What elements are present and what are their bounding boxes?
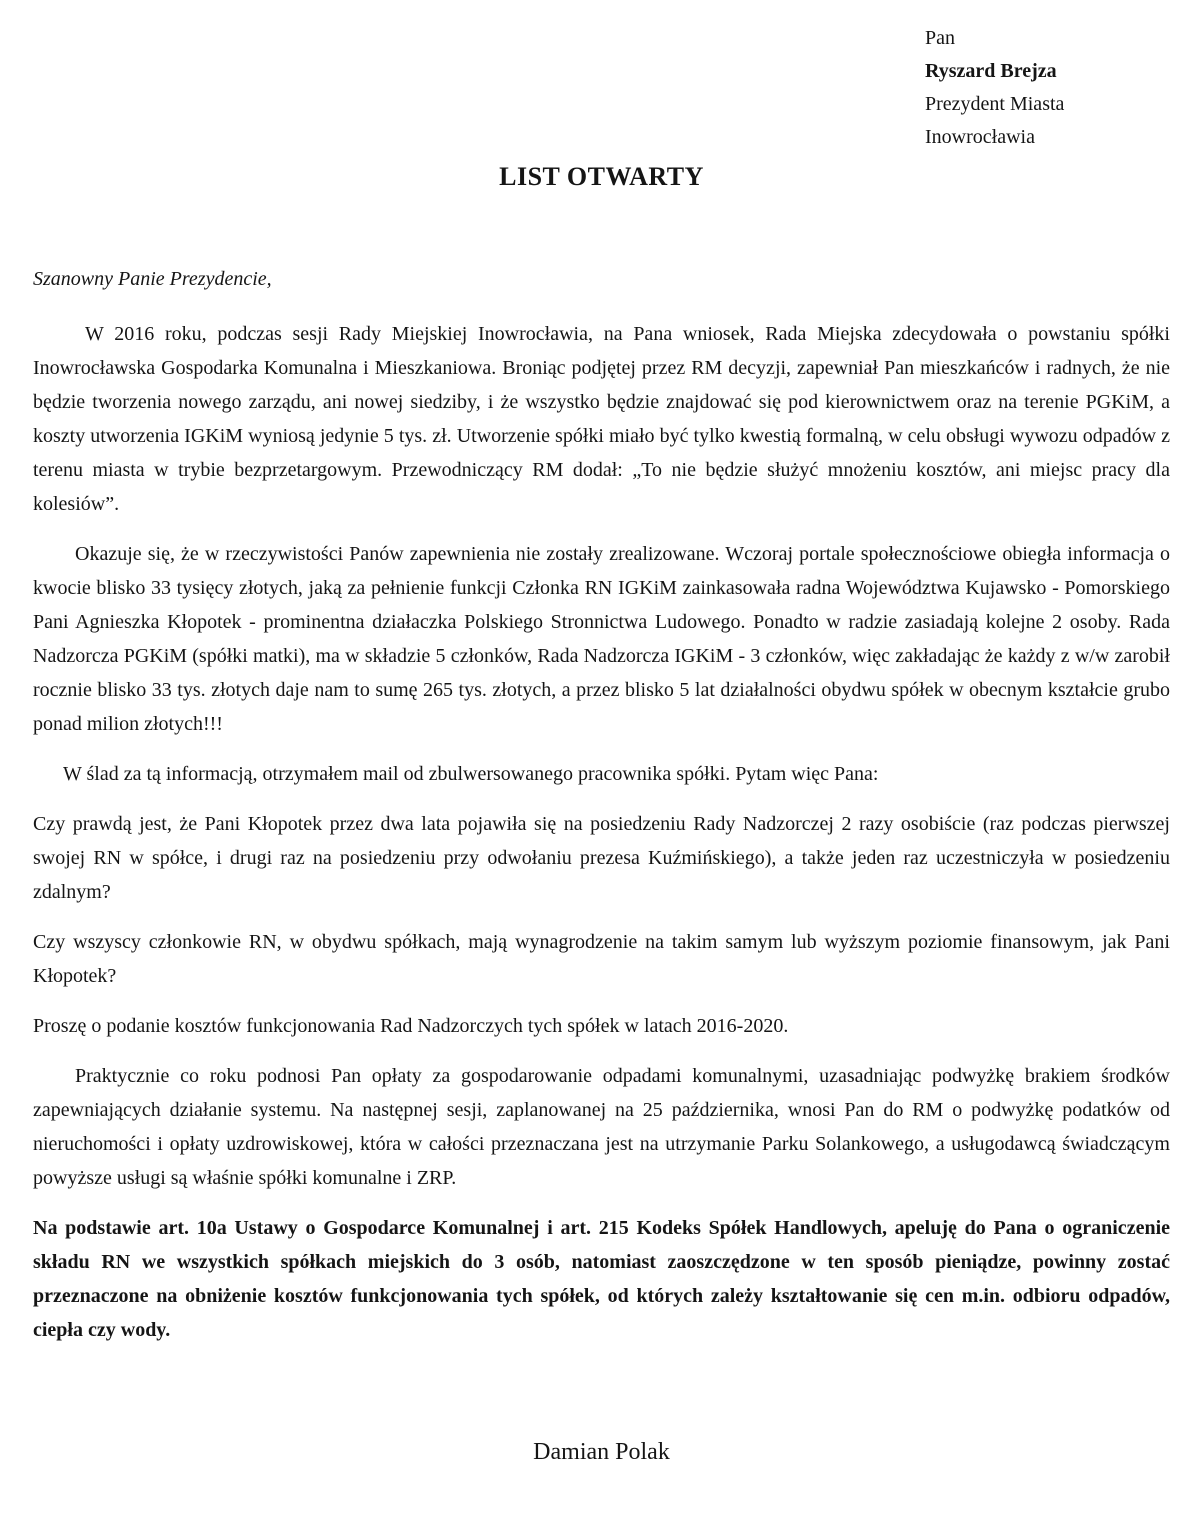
recipient-name: Ryszard Brejza	[925, 60, 1057, 82]
paragraph: Proszę o podanie kosztów funkcjonowania Rad Nadzorczych tych spółek w latach 2016-2020.	[33, 1015, 789, 1037]
recipient-role: Prezydent Miasta	[925, 93, 1065, 115]
recipient-city: Inowrocławia	[925, 126, 1035, 148]
paragraph: Czy wszyscy członkowie RN, w obydwu spółkach, mają wynagrodzenie na takim samym lub wyższym poziomie finansowym, jak Pani Kłopotek?	[33, 931, 1170, 987]
paragraph: Praktycznie co roku podnosi Pan opłaty za gospodarowanie odpadami komunalnymi, uzasadniając podwyżkę brakiem środków zapewniających działanie systemu. Na następnej sesji, zaplanowanej na 25 października, wnosi Pan do RM o podwyżkę podatków od nieruchomości i opłaty uzdrowiskowej, która w całości przeznaczana jest na utrzymanie Parku Solankowego, a usługodawcą świadczącym powyższe usługi są właśnie spółki komunalne i ZRP.	[33, 1065, 1170, 1189]
recipient-block	[925, 22, 1170, 154]
signature: Damian Polak	[533, 1439, 670, 1465]
paragraph: W ślad za tą informacją, otrzymałem mail od zbulwersowanego pracownika spółki. Pytam więc Pana:	[63, 763, 879, 785]
paragraph: Czy prawdą jest, że Pani Kłopotek przez dwa lata pojawiła się na posiedzeniu Rady Nadzorczej 2 razy osobiście (raz podczas pierwszej swojej RN w spółce, i drugi raz na posiedzeniu przy odwołaniu prezesa Kuźmińskiego), a także jeden raz uczestniczyła w posiedzeniu zdalnym?	[33, 813, 1170, 903]
salutation: Szanowny Panie Prezydencie,	[33, 268, 272, 290]
recipient-line-pan: Pan	[925, 27, 955, 49]
paragraph: Okazuje się, że w rzeczywistości Panów zapewnienia nie zostały zrealizowane. Wczoraj portale społecznościowe obiegła informacja o kwocie blisko 33 tysięcy złotych, jaką za pełnienie funkcji Członka RN IGKiM zainkasowała radna Województwa Kujawsko - Pomorskiego Pani Agnieszka Kłopotek - prominentna działaczka Polskiego Stronnictwa Ludowego. Ponadto w radzie zasiadają kolejne 2 osoby. Rada Nadzorcza PGKiM (spółki matki), ma w składzie 5 członków, Rada Nadzorcza IGKiM - 3 członków, więc zakładając że każdy z w/w zarobił rocznie blisko 33 tys. złotych daje nam to sumę 265 tys. złotych, a przez blisko 5 lat działalności obydwu spółek w obecnym kształcie grubo ponad milion złotych!!!	[33, 543, 1170, 735]
letter-title: LIST OTWARTY	[499, 162, 704, 191]
paragraph: W 2016 roku, podczas sesji Rady Miejskiej Inowrocławia, na Pana wniosek, Rada Miejska zdecydowała o powstaniu spółki Inowrocławska Gospodarka Komunalna i Mieszkaniowa. Broniąc podjętej przez RM decyzji, zapewniał Pan mieszkańców i radnych, że nie będzie tworzenia nowego zarządu, ani nowej siedziby, i że wszystko będzie znajdować się pod kierownictwem oraz na terenie PGKiM, a koszty utworzenia IGKiM wyniosą jedynie 5 tys. zł. Utworzenie spółki miało być tylko kwestią formalną, w celu obsługi wywozu odpadów z terenu miasta w trybie bezprzetargowym. Przewodniczący RM dodał: „To nie będzie służyć mnożeniu kosztów, ani miejsc pracy dla kolesiów”.	[33, 323, 1170, 515]
paragraph: Na podstawie art. 10a Ustawy o Gospodarce Komunalnej i art. 215 Kodeks Spółek Handlowych, apeluję do Pana o ograniczenie składu RN we wszystkich spółkach miejskich do 3 osób, natomiast zaoszczędzone w ten sposób pieniądze, powinny zostać przeznaczone na obniżenie kosztów funkcjonowania tych spółek, od których zależy kształtowanie się cen m.in. odbioru odpadów, ciepła czy wody.	[33, 1217, 1170, 1341]
letter-body	[33, 317, 1170, 1347]
